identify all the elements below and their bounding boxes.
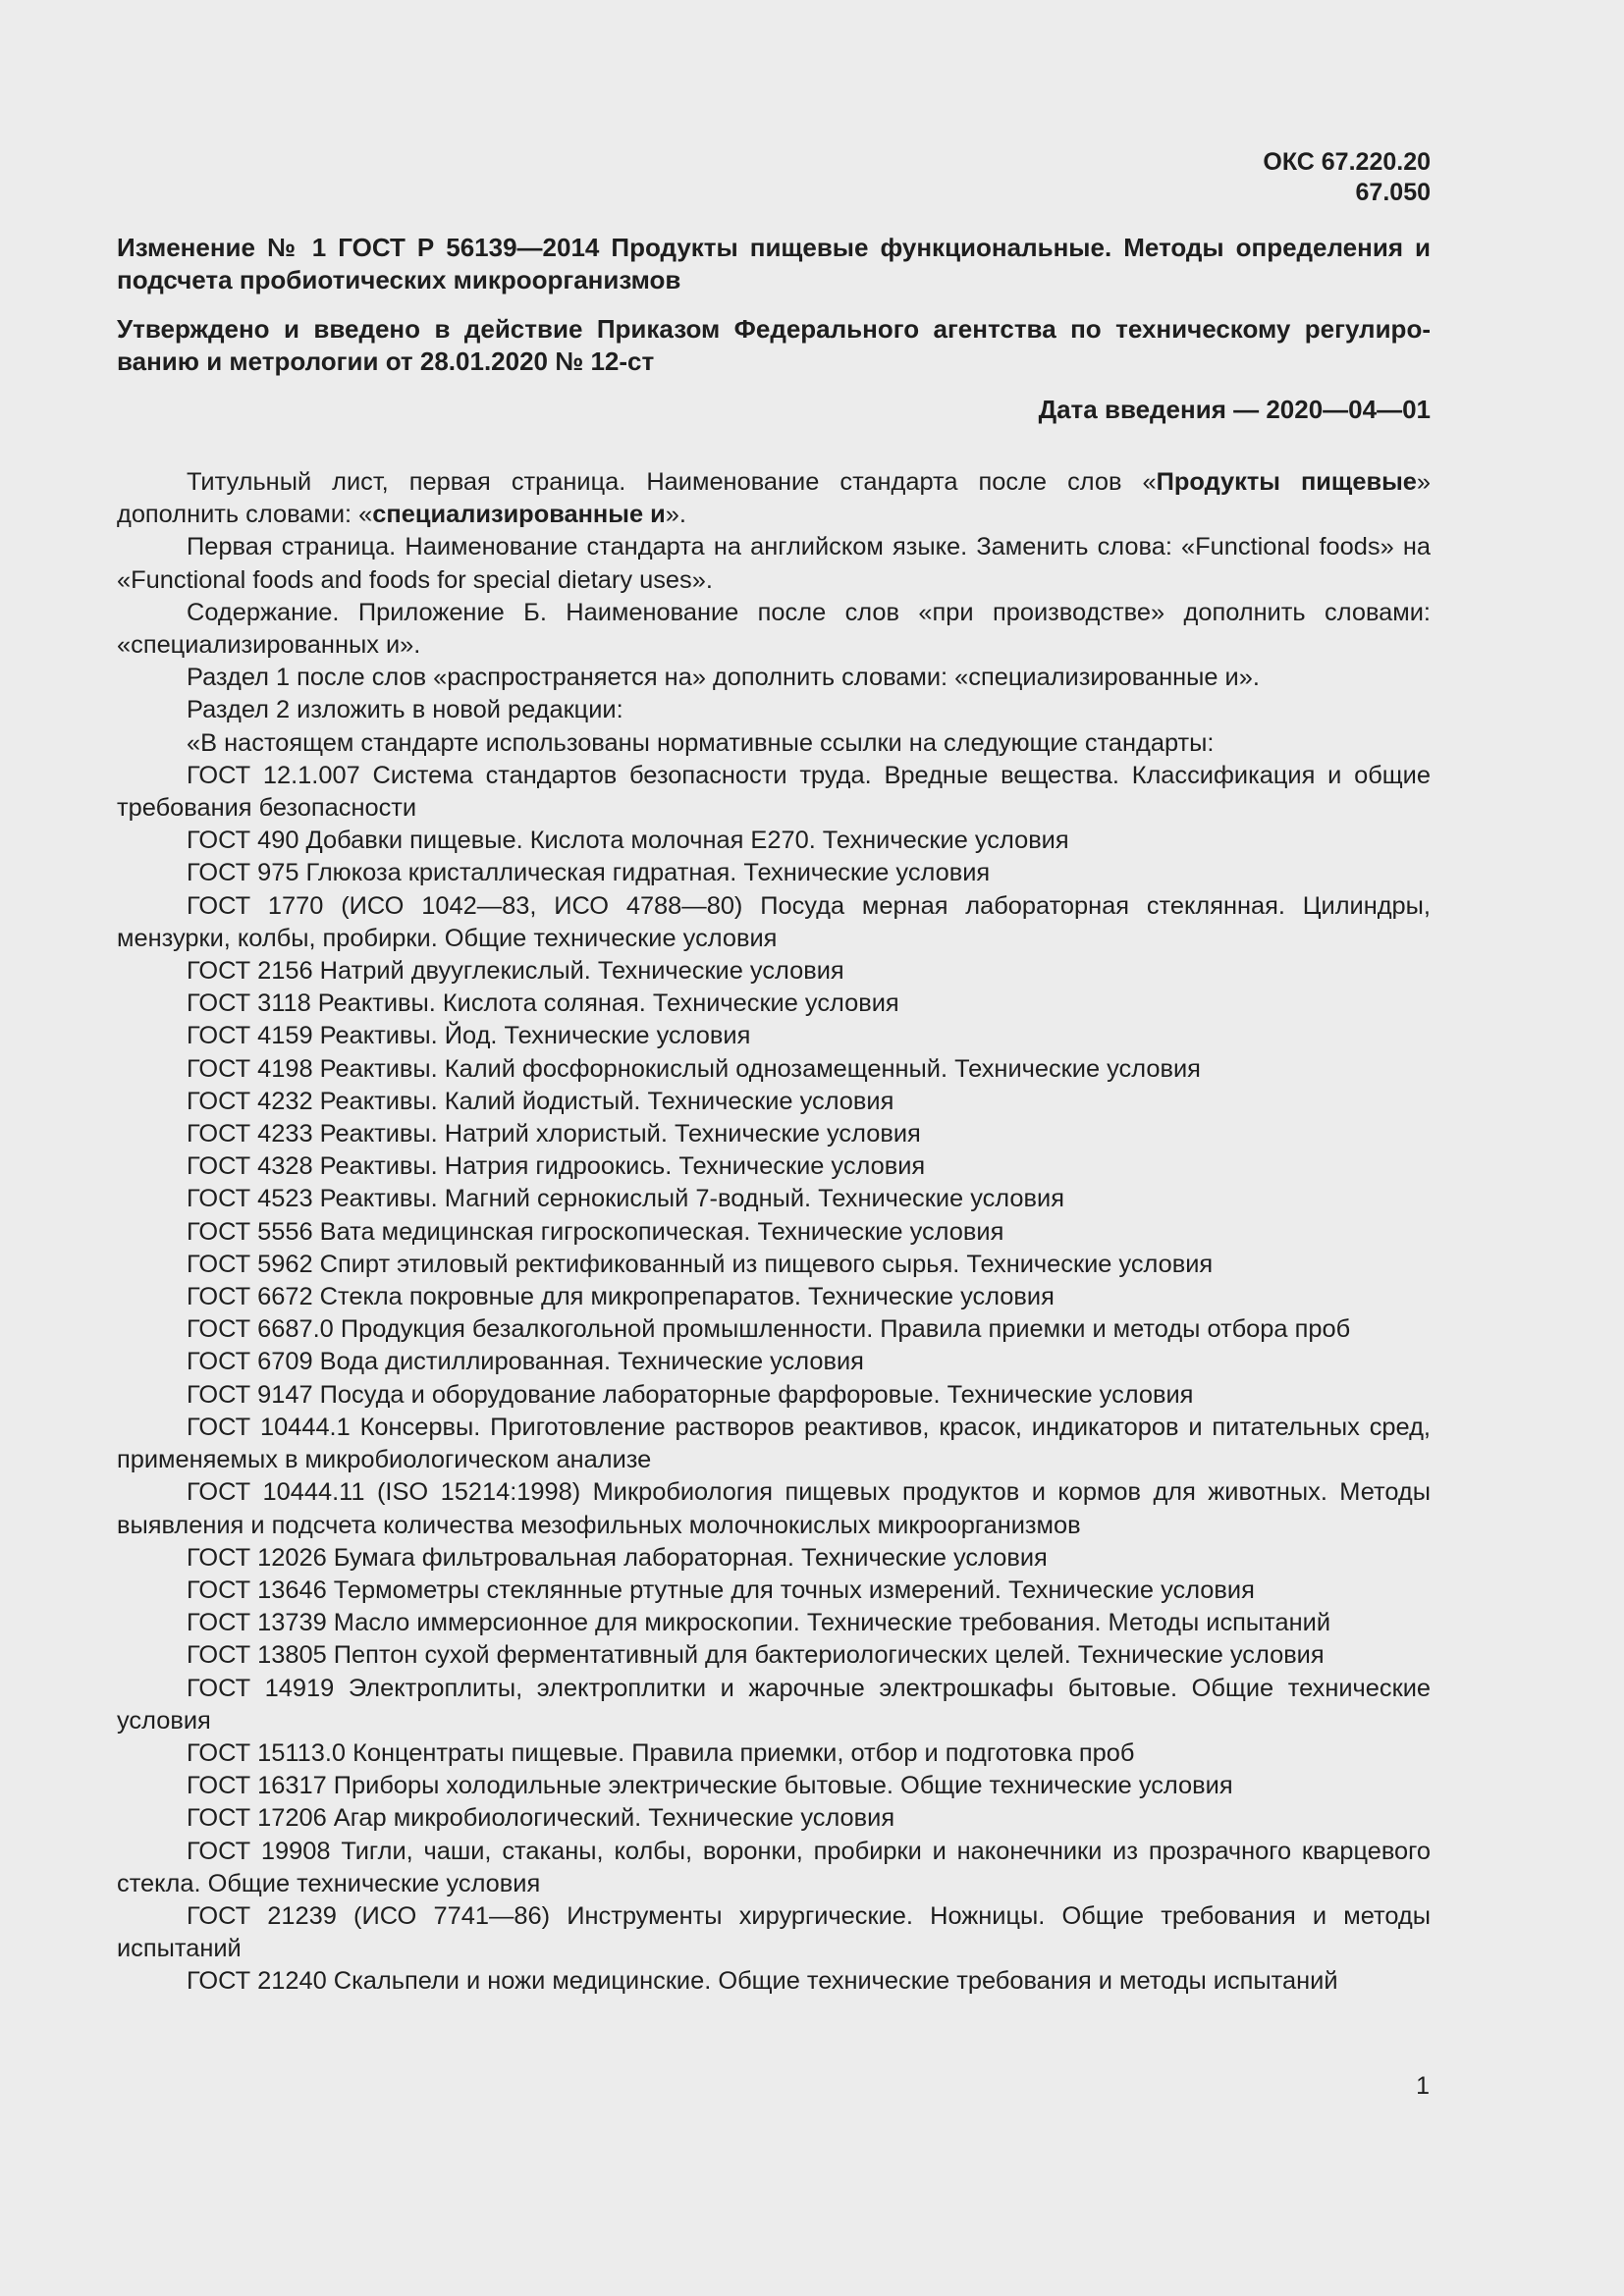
reference-item: ГОСТ 21240 Скальпели и ножи медицинские. Общие технические требования и методы испытаний [187, 1967, 1338, 1996]
reference-item: ГОСТ 16317 Приборы холодильные электрические бытовые. Общие технические условия [187, 1772, 1233, 1800]
reference-item: ГОСТ 9147 Посуда и оборудование лабораторные фарфоровые. Технические условия [187, 1380, 1194, 1409]
reference-item: ГОСТ 2156 Натрий двууглекислый. Технические условия [187, 957, 844, 986]
reference-item: ГОСТ 4198 Реактивы. Калий фосфорнокислый однозамещенный. Технические условия [187, 1054, 1201, 1083]
reference-item: ГОСТ 5556 Вата медицинская гигроскопическая. Технические условия [187, 1217, 1004, 1246]
oks-code-secondary: 67.050 [1355, 179, 1431, 206]
reference-item: ГОСТ 5962 Спирт этиловый ректификованный из пищевого сырья. Технические условия [187, 1250, 1214, 1278]
reference-item: ГОСТ 4233 Реактивы. Натрий хлористый. Технические условия [187, 1120, 921, 1148]
reference-item: ГОСТ 10444.1 Консервы. Приготовление растворов реактивов, красок, индикаторов и питательных сред, применяемых в микробиологическом анализе [117, 1413, 1431, 1474]
reference-item: ГОСТ 13739 Масло иммерсионное для микроскопии. Технические требования. Методы испытаний [187, 1609, 1331, 1637]
reference-item: ГОСТ 12026 Бумага фильтровальная лабораторная. Технические условия [187, 1543, 1048, 1572]
reference-item: ГОСТ 490 Добавки пищевые. Кислота молочная Е270. Технические условия [187, 827, 1069, 855]
page-number: 1 [1416, 2072, 1430, 2100]
reference-item: ГОСТ 12.1.007 Система стандартов безопасности труда. Вредные вещества. Классификация и общие требования безопасности [117, 761, 1431, 823]
reference-item: ГОСТ 4232 Реактивы. Калий йодистый. Технические условия [187, 1087, 894, 1115]
reference-item: ГОСТ 1770 (ИСО 1042—83, ИСО 4788—80) Посуда мерная лабораторная стеклянная. Цилиндры, мензурки, колбы, пробирки. Общие технические условия [117, 891, 1431, 952]
reference-item: ГОСТ 975 Глюкоза кристаллическая гидратная. Технические условия [187, 859, 991, 887]
reference-item: ГОСТ 6687.0 Продукция безалкогольной промышленности. Правила приемки и методы отбора проб [187, 1315, 1351, 1344]
reference-item: ГОСТ 15113.0 Концентраты пищевые. Правила приемки, отбор и подготовка проб [187, 1738, 1135, 1767]
oks-code-primary: ОКС 67.220.20 [1263, 148, 1431, 176]
approval-statement: Утверждено и введено в действие Приказом Федерального агентства по техническому регулированию и метрологии от 28.01.2020 № 12-ст [117, 314, 1431, 376]
reference-item: ГОСТ 14919 Электроплиты, электроплитки и жарочные электрошкафы бытовые. Общие технические условия [117, 1674, 1431, 1735]
reference-item: ГОСТ 10444.11 (ISO 15214:1998) Микробиология пищевых продуктов и кормов для животных. Методы выявления и подсчета количества мезофильных молочнокислых микроорганизмов [117, 1478, 1431, 1539]
paragraph-section-1: Раздел 1 после слов «распространяется на» дополнить словами: «специализированные и». [187, 664, 1260, 692]
introduction-date: Дата введения — 2020—04—01 [1038, 395, 1431, 424]
reference-item: ГОСТ 13805 Пептон сухой ферментативный для бактериологических целей. Технические условия [187, 1641, 1325, 1670]
oks-code-block [117, 147, 1431, 208]
paragraph-references-intro: «В настоящем стандарте использованы нормативные ссылки на следующие стандарты: [187, 728, 1215, 757]
reference-item: ГОСТ 13646 Термометры стеклянные ртутные для точных измерений. Технические условия [187, 1575, 1255, 1604]
reference-item: ГОСТ 19908 Тигли, чаши, стаканы, колбы, воронки, пробирки и наконечники из прозрачного кварцевого стекла. Общие технические условия [117, 1837, 1431, 1897]
reference-item: ГОСТ 6709 Вода дистиллированная. Технические условия [187, 1348, 864, 1376]
paragraph-english-title: Первая страница. Наименование стандарта на английском языке. Заменить слова: «Functional foods» на «Functional foods and foods for special dietary uses». [117, 533, 1431, 594]
reference-item: ГОСТ 21239 (ИСО 7741—86) Инструменты хирургические. Ножницы. Общие требования и методы испытаний [117, 1901, 1431, 1963]
paragraph-contents: Содержание. Приложение Б. Наименование после слов «при производстве» дополнить словами: «специализированных и». [117, 598, 1431, 660]
reference-item: ГОСТ 4523 Реактивы. Магний сернокислый 7-водный. Технические условия [187, 1185, 1064, 1213]
document-body [117, 466, 1431, 1999]
reference-item: ГОСТ 3118 Реактивы. Кислота соляная. Технические условия [187, 989, 899, 1018]
document-page [117, 147, 1431, 1999]
paragraph-section-2: Раздел 2 изложить в новой редакции: [187, 696, 623, 724]
reference-item: ГОСТ 4159 Реактивы. Йод. Технические условия [187, 1022, 751, 1050]
reference-item: ГОСТ 6672 Стекла покровные для микропрепаратов. Технические условия [187, 1283, 1055, 1311]
paragraph-title-page: Титульный лист, первая страница. Наименование стандарта после слов «Продукты пищевые» дополнить словами: «специализированные и». [117, 468, 1432, 529]
document-title: Изменение № 1 ГОСТ Р 56139—2014 Продукты пищевые функциональные. Методы определения и подсчета пробиотических микроорганизмов [117, 233, 1431, 294]
reference-item: ГОСТ 17206 Агар микробиологический. Технические условия [187, 1804, 895, 1833]
reference-item: ГОСТ 4328 Реактивы. Натрия гидроокись. Технические условия [187, 1152, 926, 1181]
